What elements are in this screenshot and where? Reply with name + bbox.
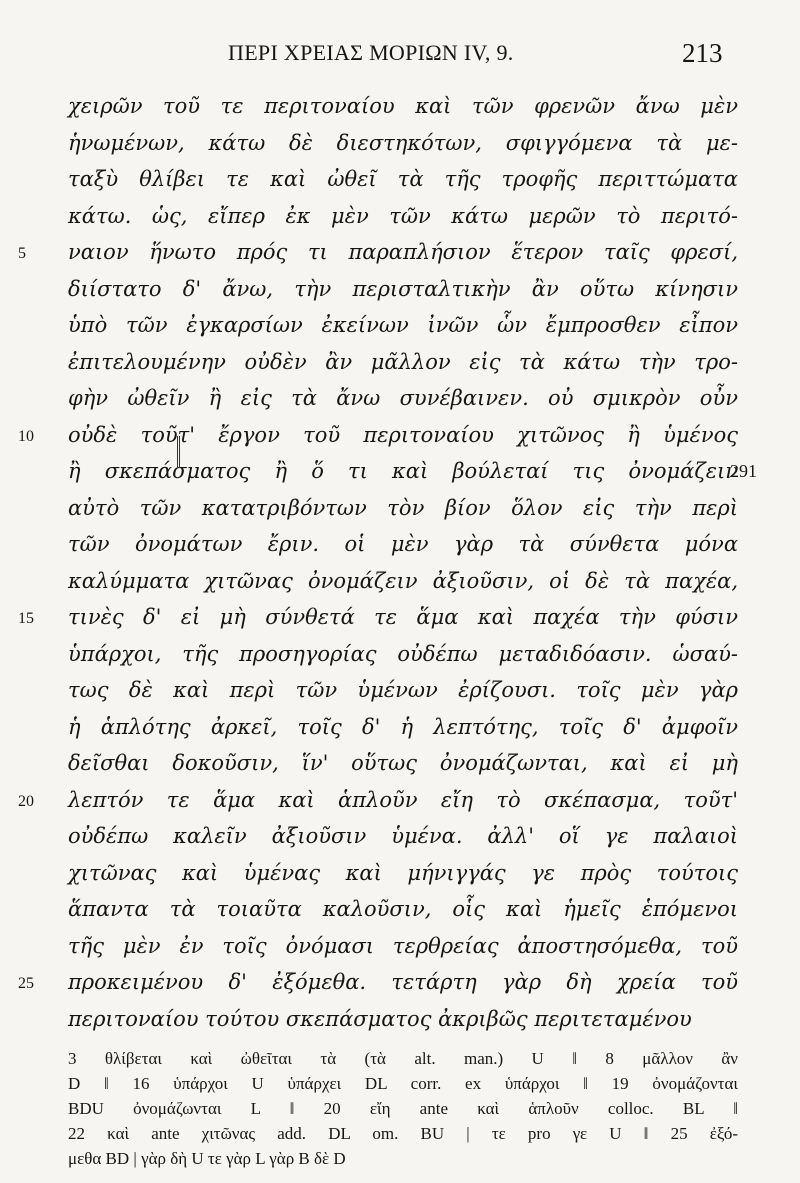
text-line: χιτῶνας καὶ ὑμένας καὶ μήνιγγάς γε πρὸς τούτοις [68,860,738,885]
text-line: λεπτόν τε ἅμα καὶ ἁπλοῦν εἴη τὸ σκέπασμα, τοῦτ' [68,787,738,812]
text-line: τως δὲ καὶ περὶ τῶν ὑμένων ἐρίζουσι. τοῖς μὲν γὰρ [68,678,738,702]
line-number: 15 [18,610,34,627]
apparatus-line: D ‖ 16 ὑπάρχοι U ὑπάρχει DL corr. ex ὑπάρχοι ‖ 19 ὀνομάζονται [68,1074,738,1093]
text-line: τῶν ὀνομάτων ἔριν. οἱ μὲν γὰρ τὰ σύνθετα μόνα [68,532,738,556]
apparatus-line: 22 καὶ ante χιτῶνας add. DL om. BU | τε pro γε U ‖ 25 ἐξό- [68,1124,738,1143]
line-number: 10 [18,427,34,445]
text-line: ἢ σκεπάσματος ἢ ὅ τι καὶ βούλεταί τις ὀνομάζειν [68,459,738,483]
text-line: ἅπαντα τὰ τοιαῦτα καλοῦσιν, οἷς καὶ ἡμεῖς ἑπόμενοι [68,897,738,921]
critical-apparatus [68,1046,738,1171]
apparatus-line: μεθα BD | γὰρ δὴ U τε γὰρ L γὰρ B δὲ D [68,1149,346,1168]
line-number: 20 [18,792,34,810]
text-line: ναιον ἥνωτο πρός τι παραπλήσιον ἕτερον ταῖς φρεσί, [68,240,738,264]
text-line: ἡ ἁπλότης ἀρκεῖ, τοῖς δ' ἡ λεπτότης, τοῖς δ' ἀμφοῖν [68,714,738,739]
text-line: καλύμματα χιτῶνας ὀνομάζειν ἀξιοῦσιν, οἱ δὲ τὰ παχέα, [68,568,738,593]
running-title: ΠΕΡΙ ΧΡΕΙΑΣ ΜΟΡΙΩΝ IV, 9. [228,40,514,65]
page-break-marker [177,436,180,468]
text-line: ταξὺ θλίβει τε καὶ ὠθεῖ τὰ τῆς τροφῆς περιττώματα [68,167,738,191]
text-line: προκειμένου δ' ἐξόμεθα. τετάρτη γὰρ δὴ χρεία τοῦ [68,970,738,994]
text-line: περιτοναίου τούτου σκεπάσματος ἀκριβῶς περιτεταμένου [68,1006,692,1031]
text-line: ὑπὸ τῶν ἐγκαρσίων ἐκείνων ἰνῶν ὧν ἔμπροσθεν εἶπον [68,313,738,337]
apparatus-line: 3 θλίβεται καὶ ὠθεῖται τὰ (τὰ alt. man.) U ‖ 8 μᾶλλον ἂν [68,1049,738,1068]
text-line: διίστατο δ' ἄνω, τὴν περισταλτικὴν ἂν οὕτω κίνησιν [68,276,738,301]
line-number: 5 [18,245,26,262]
text-line: οὐδὲ τοῦτ' ἔργον τοῦ περιτοναίου χιτῶνος ἢ ὑμένος [68,422,738,447]
line-number: 25 [18,975,34,992]
text-line: τινὲς δ' εἰ μὴ σύνθετά τε ἅμα καὶ παχέα τὴν φύσιν [68,605,738,629]
text-line: ἐπιτελουμένην οὐδὲν ἂν μᾶλλον εἰς τὰ κάτω τὴν τρο- [68,349,738,374]
text-line: αὐτὸ τῶν κατατριβόντων τὸν βίον ὅλον εἰς τὴν περὶ [68,495,738,520]
page-number: 213 [682,38,723,68]
edition-page-reference: 291 [730,461,757,481]
page-header [0,38,800,68]
text-line: κάτω. ὡς, εἴπερ ἐκ μὲν τῶν κάτω μερῶν τὸ περιτό- [68,203,738,228]
apparatus-line: BDU ὀνομάζωνται L ‖ 20 εἴη ante καὶ ἁπλοῦν colloc. BL ‖ [68,1099,738,1118]
text-line: οὐδέπω καλεῖν ἀξιοῦσιν ὑμένα. ἀλλ' οἵ γε παλαιοὶ [68,824,738,848]
text-line: χειρῶν τοῦ τε περιτοναίου καὶ τῶν φρενῶν ἄνω μὲν [68,94,738,118]
text-line: δεῖσθαι δοκοῦσιν, ἵν' οὕτως ὀνομάζωνται, καὶ εἰ μὴ [68,751,738,775]
text-line: τῆς μὲν ἐν τοῖς ὀνόμασι τερθρείας ἀποστησόμεθα, τοῦ [68,933,738,958]
text-line: φὴν ὠθεῖν ἢ εἰς τὰ ἄνω συνέβαινεν. οὐ σμικρὸν οὖν [68,386,738,410]
text-line: ἡνωμένων, κάτω δὲ διεστηκότων, σφιγγόμενα τὰ με- [68,130,738,155]
text-line: ὑπάρχοι, τῆς προσηγορίας οὐδέπω μεταδιδόασιν. ὡσαύ- [68,641,738,666]
